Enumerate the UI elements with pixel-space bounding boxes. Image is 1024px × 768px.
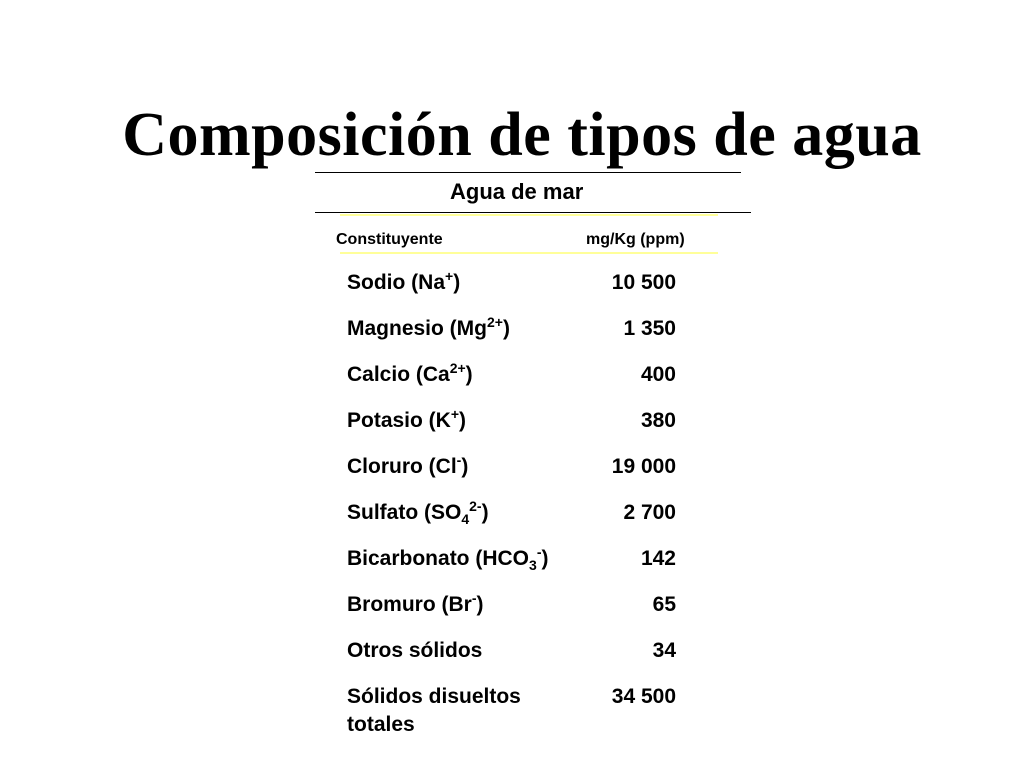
table-row <box>0 407 1024 437</box>
constituent-value: 142 <box>640 547 676 570</box>
constituent-name: Potasio (K+) <box>347 406 467 432</box>
constituent-value: 34 500 <box>611 685 676 708</box>
table-row <box>0 315 1024 345</box>
table-row <box>0 637 1024 667</box>
constituent-name: Calcio $(Ca^{2+})$ <box>347 360 473 386</box>
constituent-value: 2 700 <box>623 501 676 524</box>
constituent-name: Cloruro (Cl-) <box>347 452 469 478</box>
table-row <box>0 453 1024 483</box>
constituent-value: 19 000 <box>611 455 676 478</box>
constituent-name: Bicarbonato $(HCO_3^-)$ <box>347 544 549 573</box>
constituent-value: 65 <box>652 593 676 616</box>
page-title: Composición de tipos de agua <box>122 101 922 169</box>
table-row <box>0 269 1024 299</box>
table-row <box>0 545 1024 575</box>
column-header-unit: mg/Kg (ppm) <box>586 231 685 248</box>
constituent-name: Magnesio $(Mg^{2+})$ <box>347 314 510 340</box>
table-row <box>0 499 1024 529</box>
constituent-value: 400 <box>640 363 676 386</box>
table-row <box>0 591 1024 621</box>
constituent-name: Sodio (Na+) <box>347 268 461 294</box>
constituent-name-continuation: totales <box>347 713 415 736</box>
constituent-value: 10 500 <box>611 271 676 294</box>
column-header-constituent: Constituyente <box>336 231 443 248</box>
header-bottom-line <box>340 252 718 254</box>
title-underline <box>315 172 741 173</box>
constituent-value: 1 350 <box>623 317 676 340</box>
constituent-value: 380 <box>640 409 676 432</box>
constituent-name: Sólidos disueltos <box>347 685 521 708</box>
table-subtitle: Agua de mar <box>450 179 584 204</box>
header-top-line <box>340 214 718 216</box>
constituent-name: Otros sólidos <box>347 639 483 662</box>
constituent-value: 34 <box>652 639 676 662</box>
table-row <box>0 683 1024 743</box>
table-row <box>0 361 1024 391</box>
subtitle-divider <box>315 212 751 213</box>
constituent-name: Sulfato $(SO_4^{2-})$ <box>347 498 489 527</box>
constituent-name: Bromuro (Br-) <box>347 590 484 616</box>
